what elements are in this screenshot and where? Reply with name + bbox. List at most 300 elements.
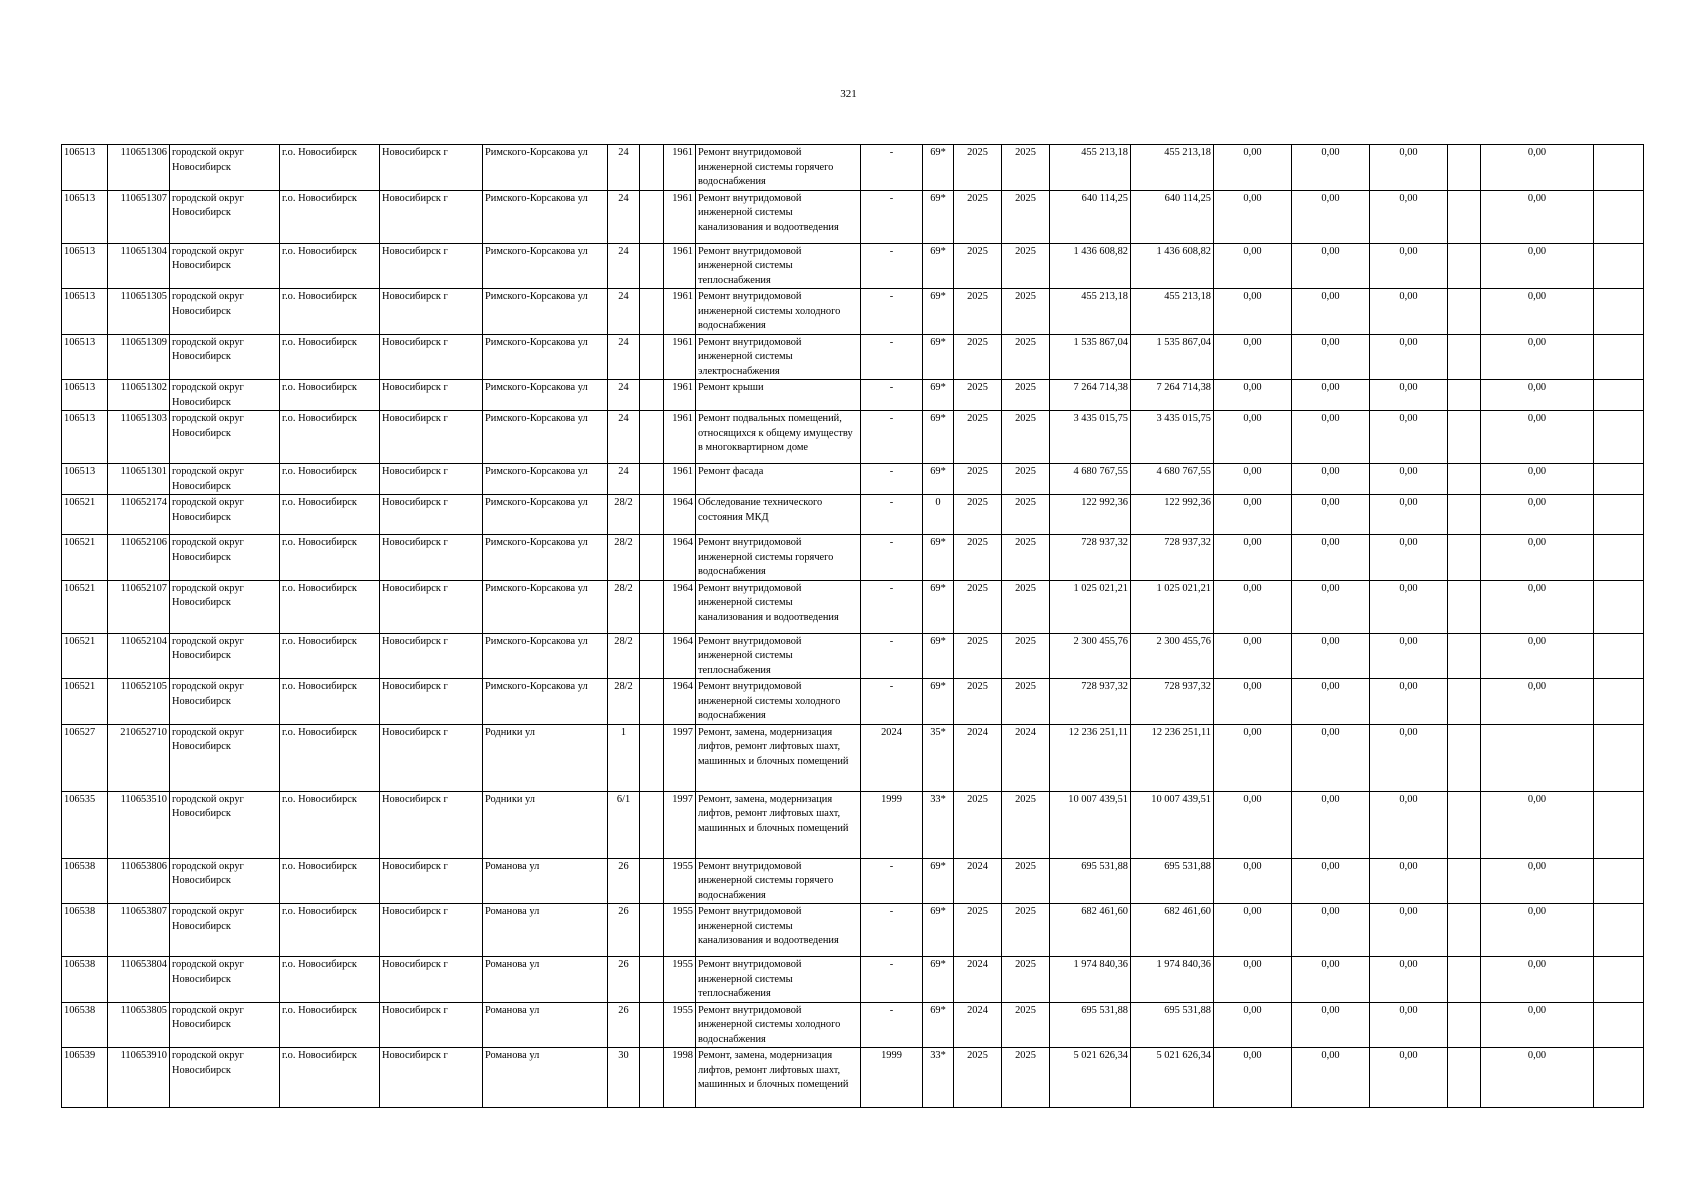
cell-municipality: городской округ Новосибирск xyxy=(170,633,280,679)
cell-street: Римского-Корсакова ул xyxy=(483,679,608,725)
cell-last-repair-year: - xyxy=(861,334,923,380)
cell-build-year: 1955 xyxy=(664,1002,696,1048)
cell-total-cost: 640 114,25 xyxy=(1050,190,1131,243)
cell-total-cost: 12 236 251,11 xyxy=(1050,724,1131,791)
cell-municipality: городской округ Новосибирск xyxy=(170,380,280,411)
cell-cost-federal: 0,00 xyxy=(1214,957,1292,1003)
cell-house-id: 106538 xyxy=(62,1002,108,1048)
cell-cost-regional: 0,00 xyxy=(1292,411,1370,464)
cell-house-number: 26 xyxy=(608,904,640,957)
cell-house-number: 28/2 xyxy=(608,495,640,535)
cell-house-number: 24 xyxy=(608,145,640,191)
cell-street: Римского-Корсакова ул xyxy=(483,243,608,289)
cell-total-cost: 3 435 015,75 xyxy=(1050,411,1131,464)
cell-reserve xyxy=(1448,791,1481,858)
cell-work-type: Ремонт внутридомовой инженерной системы канализования и водоотведения xyxy=(696,190,861,243)
cell-work-type: Ремонт внутридомовой инженерной системы электроснабжения xyxy=(696,334,861,380)
cell-house-number: 24 xyxy=(608,334,640,380)
cell-settlement: Новосибирск г xyxy=(380,679,483,725)
cell-note xyxy=(1594,190,1644,243)
cell-cost-owners: 0,00 xyxy=(1481,464,1594,495)
cell-building xyxy=(640,1048,664,1108)
cell-cost-federal: 0,00 xyxy=(1214,633,1292,679)
cell-municipal-district: г.о. Новосибирск xyxy=(280,464,380,495)
cell-work-id: 110651309 xyxy=(108,334,170,380)
cell-cost-federal: 0,00 xyxy=(1214,904,1292,957)
cell-last-repair-year: 1999 xyxy=(861,1048,923,1108)
cell-building xyxy=(640,289,664,335)
cell-cost-local: 0,00 xyxy=(1370,957,1448,1003)
cell-cost-local: 0,00 xyxy=(1370,535,1448,581)
cell-reserve xyxy=(1448,1048,1481,1108)
cell-cost-regional: 0,00 xyxy=(1292,145,1370,191)
cell-total-cost: 728 937,32 xyxy=(1050,679,1131,725)
cell-wear-percent: 69* xyxy=(923,289,954,335)
cell-total-cost: 695 531,88 xyxy=(1050,858,1131,904)
cell-settlement: Новосибирск г xyxy=(380,464,483,495)
cell-street: Родники ул xyxy=(483,791,608,858)
table-row xyxy=(62,243,1644,289)
cell-street: Римского-Корсакова ул xyxy=(483,464,608,495)
cell-plan-year-start: 2025 xyxy=(954,243,1002,289)
cell-total-cost: 10 007 439,51 xyxy=(1050,791,1131,858)
table-row xyxy=(62,464,1644,495)
cell-plan-year-end: 2025 xyxy=(1002,791,1050,858)
cell-house-number: 24 xyxy=(608,190,640,243)
cell-build-year: 1961 xyxy=(664,411,696,464)
cell-street: Романова ул xyxy=(483,858,608,904)
cell-cost-fund: 455 213,18 xyxy=(1131,145,1214,191)
cell-municipality: городской округ Новосибирск xyxy=(170,580,280,633)
cell-wear-percent: 69* xyxy=(923,679,954,725)
cell-work-id: 110651302 xyxy=(108,380,170,411)
cell-work-type: Ремонт внутридомовой инженерной системы теплоснабжения xyxy=(696,957,861,1003)
cell-cost-local: 0,00 xyxy=(1370,724,1448,791)
table-row xyxy=(62,334,1644,380)
cell-cost-federal: 0,00 xyxy=(1214,380,1292,411)
cell-reserve xyxy=(1448,535,1481,581)
cell-settlement: Новосибирск г xyxy=(380,858,483,904)
cell-plan-year-start: 2025 xyxy=(954,633,1002,679)
cell-cost-local: 0,00 xyxy=(1370,904,1448,957)
cell-settlement: Новосибирск г xyxy=(380,580,483,633)
cell-building xyxy=(640,145,664,191)
cell-reserve xyxy=(1448,411,1481,464)
cell-total-cost: 5 021 626,34 xyxy=(1050,1048,1131,1108)
cell-house-id: 106513 xyxy=(62,411,108,464)
cell-reserve xyxy=(1448,858,1481,904)
cell-municipal-district: г.о. Новосибирск xyxy=(280,535,380,581)
cell-work-id: 110651301 xyxy=(108,464,170,495)
cell-cost-regional: 0,00 xyxy=(1292,495,1370,535)
cell-cost-regional: 0,00 xyxy=(1292,380,1370,411)
cell-reserve xyxy=(1448,904,1481,957)
cell-cost-fund: 728 937,32 xyxy=(1131,679,1214,725)
cell-house-id: 106513 xyxy=(62,464,108,495)
cell-cost-fund: 695 531,88 xyxy=(1131,1002,1214,1048)
cell-cost-fund: 4 680 767,55 xyxy=(1131,464,1214,495)
cell-cost-regional: 0,00 xyxy=(1292,190,1370,243)
cell-wear-percent: 69* xyxy=(923,243,954,289)
cell-work-type: Ремонт внутридомовой инженерной системы горячего водоснабжения xyxy=(696,535,861,581)
cell-work-id: 110651307 xyxy=(108,190,170,243)
cell-municipality: городской округ Новосибирск xyxy=(170,791,280,858)
cell-last-repair-year: - xyxy=(861,145,923,191)
cell-cost-local: 0,00 xyxy=(1370,679,1448,725)
cell-total-cost: 2 300 455,76 xyxy=(1050,633,1131,679)
cell-work-id: 110651304 xyxy=(108,243,170,289)
cell-cost-federal: 0,00 xyxy=(1214,1048,1292,1108)
cell-cost-local: 0,00 xyxy=(1370,1048,1448,1108)
cell-plan-year-end: 2025 xyxy=(1002,190,1050,243)
table-row xyxy=(62,957,1644,1003)
cell-house-id: 106521 xyxy=(62,580,108,633)
cell-settlement: Новосибирск г xyxy=(380,724,483,791)
cell-plan-year-end: 2025 xyxy=(1002,904,1050,957)
cell-work-id: 210652710 xyxy=(108,724,170,791)
cell-note xyxy=(1594,145,1644,191)
cell-reserve xyxy=(1448,243,1481,289)
cell-cost-owners: 0,00 xyxy=(1481,535,1594,581)
cell-work-type: Ремонт внутридомовой инженерной системы холодного водоснабжения xyxy=(696,679,861,725)
table-row xyxy=(62,495,1644,535)
cell-house-id: 106538 xyxy=(62,904,108,957)
cell-last-repair-year: - xyxy=(861,535,923,581)
cell-house-number: 24 xyxy=(608,411,640,464)
cell-house-number: 24 xyxy=(608,243,640,289)
table-row xyxy=(62,190,1644,243)
cell-cost-owners: 0,00 xyxy=(1481,791,1594,858)
table-row xyxy=(62,145,1644,191)
cell-plan-year-start: 2025 xyxy=(954,580,1002,633)
cell-plan-year-start: 2025 xyxy=(954,145,1002,191)
cell-cost-local: 0,00 xyxy=(1370,464,1448,495)
cell-street: Римского-Корсакова ул xyxy=(483,334,608,380)
cell-cost-local: 0,00 xyxy=(1370,858,1448,904)
cell-cost-federal: 0,00 xyxy=(1214,411,1292,464)
cell-plan-year-start: 2025 xyxy=(954,334,1002,380)
cell-plan-year-start: 2025 xyxy=(954,464,1002,495)
cell-plan-year-end: 2025 xyxy=(1002,334,1050,380)
table-row xyxy=(62,1048,1644,1108)
cell-last-repair-year: - xyxy=(861,633,923,679)
cell-work-type: Ремонт, замена, модернизация лифтов, ремонт лифтовых шахт, машинных и блочных помещений xyxy=(696,724,861,791)
cell-building xyxy=(640,190,664,243)
cell-municipal-district: г.о. Новосибирск xyxy=(280,858,380,904)
cell-cost-fund: 5 021 626,34 xyxy=(1131,1048,1214,1108)
cell-total-cost: 1 535 867,04 xyxy=(1050,334,1131,380)
table-row xyxy=(62,858,1644,904)
cell-cost-owners: 0,00 xyxy=(1481,289,1594,335)
cell-wear-percent: 69* xyxy=(923,535,954,581)
cell-last-repair-year: - xyxy=(861,411,923,464)
cell-work-id: 110652105 xyxy=(108,679,170,725)
cell-last-repair-year: - xyxy=(861,380,923,411)
cell-cost-fund: 7 264 714,38 xyxy=(1131,380,1214,411)
cell-build-year: 1961 xyxy=(664,243,696,289)
cell-street: Римского-Корсакова ул xyxy=(483,580,608,633)
cell-plan-year-start: 2025 xyxy=(954,190,1002,243)
cell-work-type: Ремонт, замена, модернизация лифтов, ремонт лифтовых шахт, машинных и блочных помещений xyxy=(696,1048,861,1108)
cell-reserve xyxy=(1448,724,1481,791)
cell-cost-local: 0,00 xyxy=(1370,145,1448,191)
cell-municipality: городской округ Новосибирск xyxy=(170,904,280,957)
cell-cost-federal: 0,00 xyxy=(1214,190,1292,243)
cell-plan-year-start: 2024 xyxy=(954,724,1002,791)
cell-cost-federal: 0,00 xyxy=(1214,1002,1292,1048)
cell-last-repair-year: - xyxy=(861,464,923,495)
cell-cost-fund: 12 236 251,11 xyxy=(1131,724,1214,791)
cell-cost-regional: 0,00 xyxy=(1292,791,1370,858)
cell-build-year: 1964 xyxy=(664,633,696,679)
cell-note xyxy=(1594,243,1644,289)
cell-municipal-district: г.о. Новосибирск xyxy=(280,580,380,633)
cell-cost-regional: 0,00 xyxy=(1292,858,1370,904)
cell-total-cost: 682 461,60 xyxy=(1050,904,1131,957)
table-row xyxy=(62,791,1644,858)
cell-note xyxy=(1594,858,1644,904)
cell-building xyxy=(640,791,664,858)
cell-house-id: 106513 xyxy=(62,334,108,380)
cell-build-year: 1955 xyxy=(664,904,696,957)
cell-building xyxy=(640,580,664,633)
cell-house-number: 26 xyxy=(608,858,640,904)
cell-note xyxy=(1594,791,1644,858)
cell-plan-year-start: 2024 xyxy=(954,1002,1002,1048)
cell-municipal-district: г.о. Новосибирск xyxy=(280,1002,380,1048)
cell-cost-federal: 0,00 xyxy=(1214,791,1292,858)
cell-municipal-district: г.о. Новосибирск xyxy=(280,1048,380,1108)
cell-plan-year-end: 2025 xyxy=(1002,535,1050,581)
cell-last-repair-year: - xyxy=(861,190,923,243)
cell-settlement: Новосибирск г xyxy=(380,495,483,535)
table-row xyxy=(62,411,1644,464)
cell-house-id: 106521 xyxy=(62,633,108,679)
cell-wear-percent: 69* xyxy=(923,858,954,904)
cell-plan-year-end: 2025 xyxy=(1002,1002,1050,1048)
cell-wear-percent: 69* xyxy=(923,334,954,380)
cell-house-number: 6/1 xyxy=(608,791,640,858)
register-body xyxy=(62,145,1644,1108)
cell-house-id: 106521 xyxy=(62,679,108,725)
cell-note xyxy=(1594,580,1644,633)
cell-plan-year-start: 2025 xyxy=(954,380,1002,411)
cell-work-type: Ремонт внутридомовой инженерной системы холодного водоснабжения xyxy=(696,1002,861,1048)
cell-cost-federal: 0,00 xyxy=(1214,334,1292,380)
cell-note xyxy=(1594,1048,1644,1108)
cell-cost-fund: 682 461,60 xyxy=(1131,904,1214,957)
cell-note xyxy=(1594,724,1644,791)
cell-work-id: 110653910 xyxy=(108,1048,170,1108)
cell-work-type: Ремонт внутридомовой инженерной системы канализования и водоотведения xyxy=(696,580,861,633)
cell-cost-owners: 0,00 xyxy=(1481,380,1594,411)
cell-note xyxy=(1594,380,1644,411)
cell-building xyxy=(640,243,664,289)
cell-wear-percent: 69* xyxy=(923,957,954,1003)
cell-house-number: 28/2 xyxy=(608,633,640,679)
cell-build-year: 1961 xyxy=(664,464,696,495)
cell-street: Римского-Корсакова ул xyxy=(483,190,608,243)
cell-municipal-district: г.о. Новосибирск xyxy=(280,724,380,791)
cell-reserve xyxy=(1448,380,1481,411)
cell-work-id: 110653806 xyxy=(108,858,170,904)
cell-wear-percent: 0 xyxy=(923,495,954,535)
cell-cost-fund: 455 213,18 xyxy=(1131,289,1214,335)
cell-street: Романова ул xyxy=(483,1002,608,1048)
cell-note xyxy=(1594,464,1644,495)
cell-cost-owners: 0,00 xyxy=(1481,243,1594,289)
cell-cost-owners: 0,00 xyxy=(1481,957,1594,1003)
cell-work-type: Ремонт внутридомовой инженерной системы горячего водоснабжения xyxy=(696,145,861,191)
cell-plan-year-end: 2025 xyxy=(1002,1048,1050,1108)
cell-work-type: Ремонт внутридомовой инженерной системы теплоснабжения xyxy=(696,243,861,289)
cell-plan-year-end: 2025 xyxy=(1002,380,1050,411)
cell-build-year: 1961 xyxy=(664,145,696,191)
cell-settlement: Новосибирск г xyxy=(380,145,483,191)
cell-work-type: Ремонт внутридомовой инженерной системы холодного водоснабжения xyxy=(696,289,861,335)
cell-plan-year-end: 2025 xyxy=(1002,858,1050,904)
cell-work-type: Ремонт, замена, модернизация лифтов, ремонт лифтовых шахт, машинных и блочных помещений xyxy=(696,791,861,858)
cell-cost-regional: 0,00 xyxy=(1292,1002,1370,1048)
cell-street: Родники ул xyxy=(483,724,608,791)
cell-cost-fund: 10 007 439,51 xyxy=(1131,791,1214,858)
cell-building xyxy=(640,380,664,411)
cell-house-id: 106538 xyxy=(62,858,108,904)
cell-building xyxy=(640,858,664,904)
cell-plan-year-start: 2025 xyxy=(954,411,1002,464)
cell-settlement: Новосибирск г xyxy=(380,411,483,464)
cell-house-number: 30 xyxy=(608,1048,640,1108)
cell-municipality: городской округ Новосибирск xyxy=(170,464,280,495)
cell-settlement: Новосибирск г xyxy=(380,633,483,679)
cell-reserve xyxy=(1448,289,1481,335)
cell-work-type: Обследование технического состояния МКД xyxy=(696,495,861,535)
cell-cost-local: 0,00 xyxy=(1370,380,1448,411)
cell-wear-percent: 33* xyxy=(923,791,954,858)
cell-cost-owners: 0,00 xyxy=(1481,411,1594,464)
cell-build-year: 1997 xyxy=(664,791,696,858)
cell-work-type: Ремонт подвальных помещений, относящихся к общему имуществу в многоквартирном доме xyxy=(696,411,861,464)
cell-street: Римского-Корсакова ул xyxy=(483,535,608,581)
cell-build-year: 1961 xyxy=(664,380,696,411)
cell-reserve xyxy=(1448,1002,1481,1048)
cell-building xyxy=(640,535,664,581)
cell-settlement: Новосибирск г xyxy=(380,334,483,380)
cell-last-repair-year: - xyxy=(861,580,923,633)
cell-building xyxy=(640,334,664,380)
cell-building xyxy=(640,724,664,791)
cell-plan-year-start: 2025 xyxy=(954,679,1002,725)
cell-wear-percent: 69* xyxy=(923,633,954,679)
page-number: 321 xyxy=(840,88,857,100)
cell-cost-regional: 0,00 xyxy=(1292,464,1370,495)
cell-reserve xyxy=(1448,633,1481,679)
cell-total-cost: 728 937,32 xyxy=(1050,535,1131,581)
cell-house-number: 24 xyxy=(608,380,640,411)
cell-last-repair-year: - xyxy=(861,904,923,957)
cell-note xyxy=(1594,904,1644,957)
cell-cost-owners: 0,00 xyxy=(1481,1002,1594,1048)
cell-note xyxy=(1594,411,1644,464)
cell-total-cost: 4 680 767,55 xyxy=(1050,464,1131,495)
table-row xyxy=(62,289,1644,335)
cell-cost-federal: 0,00 xyxy=(1214,535,1292,581)
cell-note xyxy=(1594,535,1644,581)
cell-municipality: городской округ Новосибирск xyxy=(170,535,280,581)
cell-cost-local: 0,00 xyxy=(1370,495,1448,535)
cell-cost-regional: 0,00 xyxy=(1292,243,1370,289)
cell-last-repair-year: - xyxy=(861,957,923,1003)
cell-wear-percent: 69* xyxy=(923,1002,954,1048)
cell-cost-local: 0,00 xyxy=(1370,580,1448,633)
cell-cost-regional: 0,00 xyxy=(1292,1048,1370,1108)
cell-cost-regional: 0,00 xyxy=(1292,289,1370,335)
cell-street: Римского-Корсакова ул xyxy=(483,380,608,411)
cell-municipality: городской округ Новосибирск xyxy=(170,190,280,243)
cell-cost-regional: 0,00 xyxy=(1292,957,1370,1003)
cell-cost-fund: 1 025 021,21 xyxy=(1131,580,1214,633)
cell-street: Римского-Корсакова ул xyxy=(483,411,608,464)
cell-municipality: городской округ Новосибирск xyxy=(170,858,280,904)
cell-house-id: 106538 xyxy=(62,957,108,1003)
cell-wear-percent: 69* xyxy=(923,190,954,243)
cell-settlement: Новосибирск г xyxy=(380,380,483,411)
cell-plan-year-start: 2025 xyxy=(954,535,1002,581)
table-row xyxy=(62,380,1644,411)
cell-plan-year-start: 2025 xyxy=(954,791,1002,858)
cell-build-year: 1964 xyxy=(664,580,696,633)
cell-municipality: городской округ Новосибирск xyxy=(170,1048,280,1108)
cell-cost-owners: 0,00 xyxy=(1481,190,1594,243)
cell-settlement: Новосибирск г xyxy=(380,1048,483,1108)
cell-wear-percent: 33* xyxy=(923,1048,954,1108)
cell-cost-local: 0,00 xyxy=(1370,289,1448,335)
cell-municipality: городской округ Новосибирск xyxy=(170,243,280,289)
cell-municipal-district: г.о. Новосибирск xyxy=(280,495,380,535)
table-row xyxy=(62,904,1644,957)
cell-municipal-district: г.о. Новосибирск xyxy=(280,289,380,335)
cell-cost-fund: 728 937,32 xyxy=(1131,535,1214,581)
cell-work-type: Ремонт внутридомовой инженерной системы канализования и водоотведения xyxy=(696,904,861,957)
cell-reserve xyxy=(1448,334,1481,380)
table-row xyxy=(62,679,1644,725)
cell-plan-year-start: 2024 xyxy=(954,858,1002,904)
cell-building xyxy=(640,957,664,1003)
cell-cost-regional: 0,00 xyxy=(1292,633,1370,679)
cell-reserve xyxy=(1448,679,1481,725)
cell-municipality: городской округ Новосибирск xyxy=(170,679,280,725)
cell-settlement: Новосибирск г xyxy=(380,190,483,243)
cell-cost-owners xyxy=(1481,724,1594,791)
cell-total-cost: 695 531,88 xyxy=(1050,1002,1131,1048)
cell-last-repair-year: - xyxy=(861,495,923,535)
cell-cost-regional: 0,00 xyxy=(1292,580,1370,633)
table-row xyxy=(62,724,1644,791)
cell-wear-percent: 35* xyxy=(923,724,954,791)
cell-settlement: Новосибирск г xyxy=(380,957,483,1003)
cell-total-cost: 1 974 840,36 xyxy=(1050,957,1131,1003)
cell-plan-year-end: 2025 xyxy=(1002,289,1050,335)
cell-municipal-district: г.о. Новосибирск xyxy=(280,957,380,1003)
cell-house-number: 1 xyxy=(608,724,640,791)
cell-plan-year-start: 2025 xyxy=(954,289,1002,335)
cell-cost-federal: 0,00 xyxy=(1214,580,1292,633)
cell-work-id: 110652104 xyxy=(108,633,170,679)
cell-note xyxy=(1594,633,1644,679)
cell-work-type: Ремонт внутридомовой инженерной системы горячего водоснабжения xyxy=(696,858,861,904)
cell-house-number: 24 xyxy=(608,464,640,495)
cell-cost-owners: 0,00 xyxy=(1481,633,1594,679)
